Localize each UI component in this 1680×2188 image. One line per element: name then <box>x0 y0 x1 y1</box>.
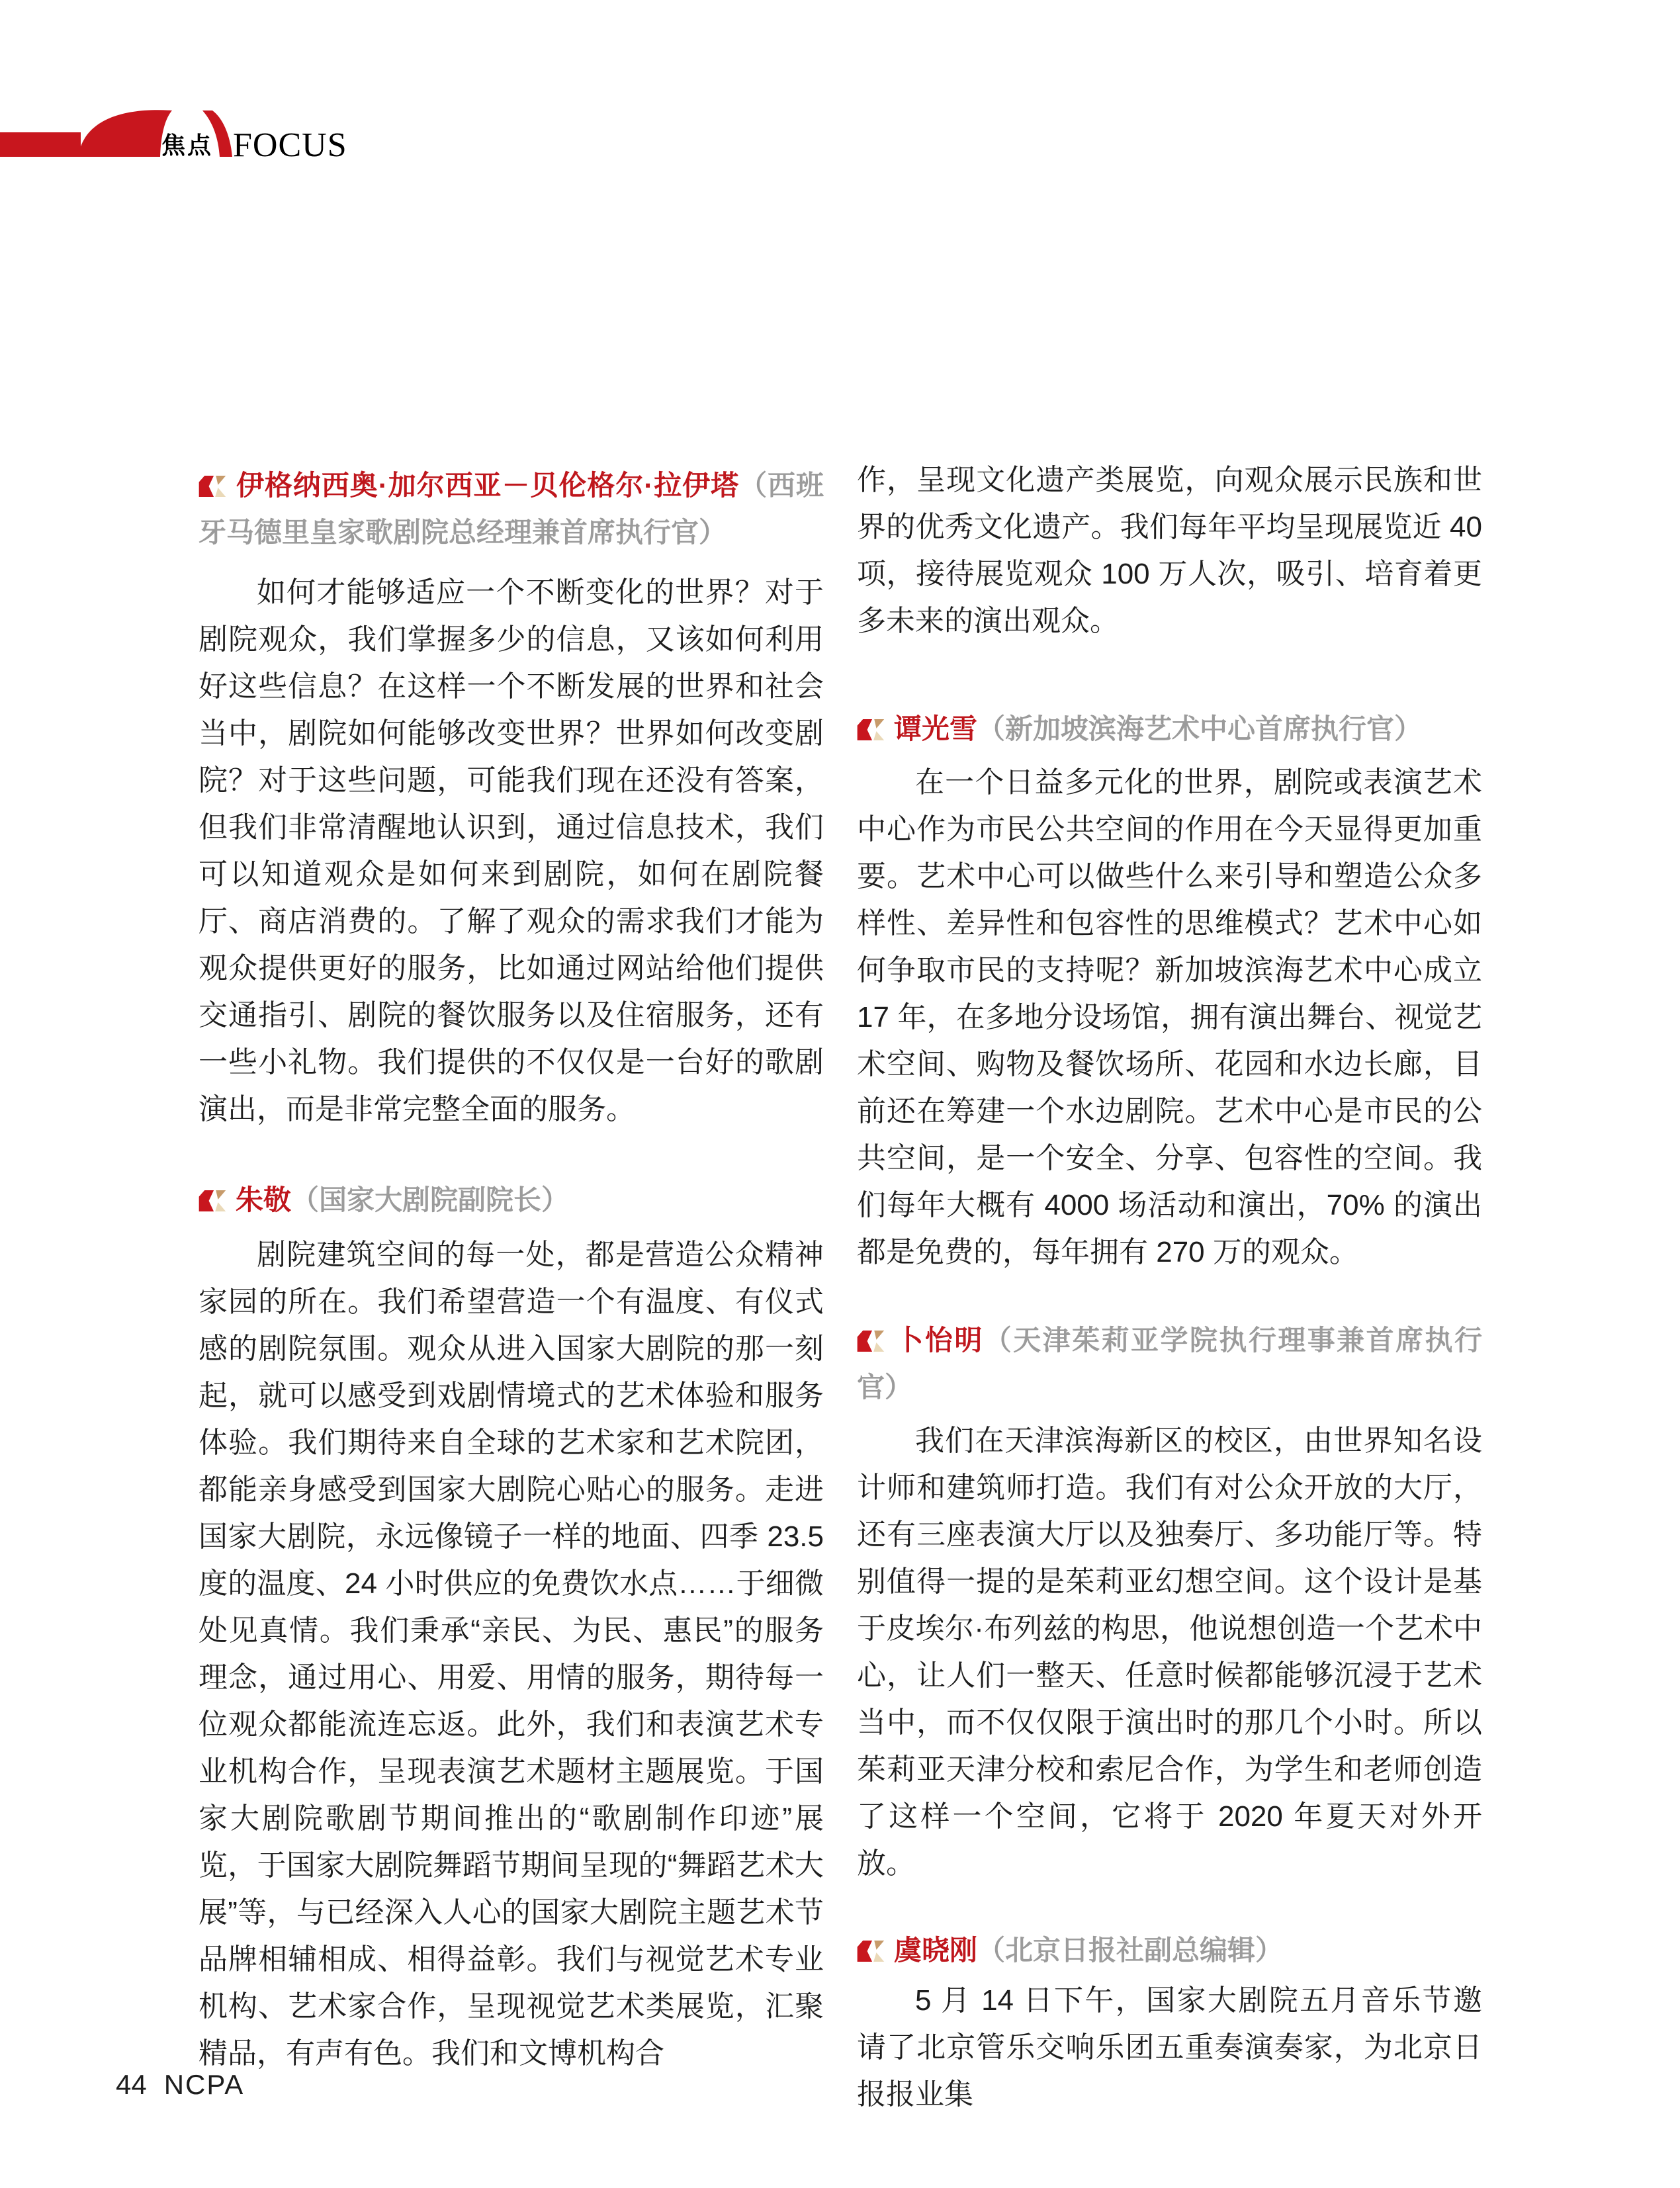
speaker-name: 伊格纳西奥·加尔西亚－贝伦格尔·拉伊塔 <box>236 470 740 501</box>
speaker-name: 卜怡明 <box>894 1325 984 1356</box>
speaker-icon <box>857 1331 886 1352</box>
brand-label: NCPA <box>163 2069 245 2100</box>
speech-paragraph: 我们在天津滨海新区的校区，由世界知名设计师和建筑师打造。我们有对公众开放的大厅，还有三座表演大厅以及独奏厅、多功能厅等。特别值得一提的是茱莉亚幻想空间。这个设计是基于皮埃尔·布列兹的构思，他说想创造一个艺术中心，让人们一整天、任意时候都能够沉浸于艺术当中，而不仅仅限于演出时的那几个小时。所以茱莉亚天津分校和索尼合作，为学生和老师创造了这样一个空间，它将于 2020 年夏天对外开放。 <box>857 1424 1482 1880</box>
speaker-icon <box>857 719 886 740</box>
speaker-name: 虞晓刚 <box>894 1935 978 1966</box>
speech-paragraph: 剧院建筑空间的每一处，都是营造公众精神家园的所在。我们希望营造一个有温度、有仪式感的剧院氛围。观众从进入国家大剧院的那一刻起，就可以感受到戏剧情境式的艺术体验和服务体验。我们期待来自全球的艺术家和艺术院团，都能亲身感受到国家大剧院心贴心的服务。走进国家大剧院，永远像镜子一样的地面、四季 23.5 度的温度、24 小时供应的免费饮水点……于细微处见真情。我们秉承“亲民、为民、惠民”的服务理念，通过用心、用爱、用情的服务，期待每一位观众都能流连忘返。此外，我们和表演艺术专业机构合作，呈现表演艺术题材主题展览。于国家大剧院歌剧节期间推出的“歌剧制作印迹”展览，于国家大剧院舞蹈节期间呈现的“舞蹈艺术大展”等，与已经深入人心的国家大剧院主题艺术节品牌相辅相成、相得益彰。我们与视觉艺术专业机构、艺术家合作，呈现视觉艺术类展览，汇聚精品，有声有色。我们和文博机构合 <box>199 1239 824 2070</box>
page-footer <box>116 2071 244 2099</box>
speaker-icon <box>199 1190 228 1211</box>
speaker-header <box>857 1317 1482 1411</box>
speaker-header <box>199 462 824 556</box>
speaker-icon <box>199 476 228 497</box>
speaker-name: 朱敬 <box>236 1184 292 1215</box>
speaker-icon <box>857 1941 886 1962</box>
speaker-role: （西班牙马德里皇家歌剧院总经理兼首席执行官） <box>199 470 824 548</box>
speaker-header <box>857 705 1482 752</box>
speaker-role: （北京日报社副总编辑） <box>977 1935 1284 1966</box>
page-number: 44 <box>116 2069 147 2100</box>
speaker-header <box>199 1176 824 1223</box>
section-title-cn: 焦点 <box>161 132 214 159</box>
speech-paragraph: 如何才能够适应一个不断变化的世界？对于剧院观众，我们掌握多少的信息，又该如何利用好这些信息？在这样一个不断发展的世界和社会当中，剧院如何能够改变世界？世界如何改变剧院？对于这些问题，可能我们现在还没有答案，但我们非常清醒地认识到，通过信息技术，我们可以知道观众是如何来到剧院，如何在剧院餐厅、商店消费的。了解了观众的需求我们才能为观众提供更好的服务，比如通过网站给他们提供交通指引、剧院的餐饮服务以及住宿服务，还有一些小礼物。我们提供的不仅仅是一台好的歌剧演出，而是非常完整全面的服务。 <box>199 576 824 1125</box>
speaker-name: 谭光雪 <box>894 713 978 744</box>
section-title-en: FOCUS <box>233 126 347 164</box>
left-column <box>199 0 824 2077</box>
speaker-role: （新加坡滨海艺术中心首席执行官） <box>977 713 1423 744</box>
red-dome-shape <box>78 110 172 157</box>
red-bar-shape <box>0 132 81 157</box>
speech-paragraph: 在一个日益多元化的世界，剧院或表演艺术中心作为市民公共空间的作用在今天显得更加重要。艺术中心可以做些什么来引导和塑造公众多样性、差异性和包容性的思维模式？艺术中心如何争取市民的支持呢？新加坡滨海艺术中心成立 17 年，在多地分设场馆，拥有演出舞台、视觉艺术空间、购物及餐饮场所、花园和水边长廊，目前还在筹建一个水边剧院。艺术中心是市民的公共空间，是一个安全、分享、包容性的空间。我们每年大概有 4000 场活动和演出，70% 的演出都是免费的，每年拥有 270 万的观众。 <box>857 766 1482 1268</box>
speaker-role: （国家大剧院副院长） <box>291 1184 570 1215</box>
speech-paragraph: 5 月 14 日下午，国家大剧院五月音乐节邀请了北京管乐交响乐团五重奏演奏家，为北京日报报业集 <box>857 1984 1482 2111</box>
speech-paragraph-continued: 作，呈现文化遗产类展览，向观众展示民族和世界的优秀文化遗产。我们每年平均呈现展览近 40 项，接待展览观众 100 万人次，吸引、培育着更多未来的演出观众。 <box>857 464 1482 637</box>
speaker-header <box>857 1927 1482 1974</box>
speaker-role: （天津茱莉亚学院执行理事兼首席执行官） <box>857 1325 1482 1403</box>
right-column <box>857 0 1482 2118</box>
